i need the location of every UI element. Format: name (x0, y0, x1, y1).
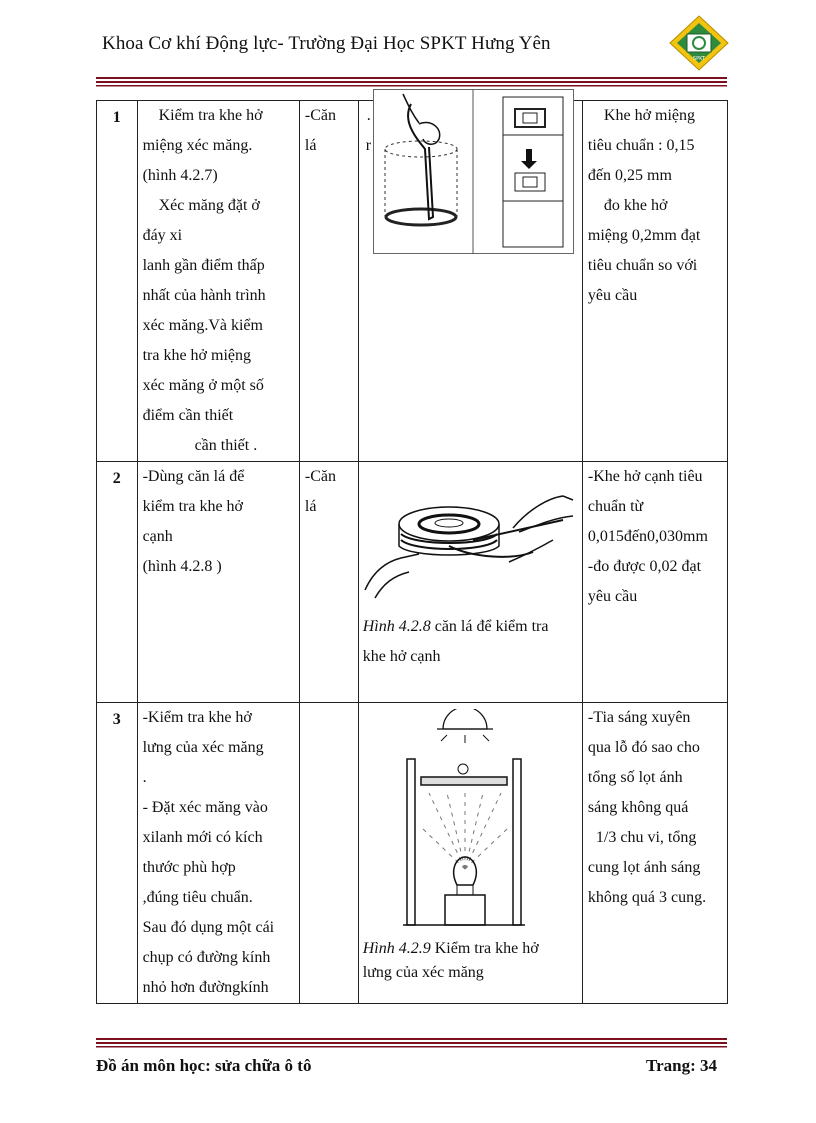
row-result: -Khe hở cạnh tiêu chuẩn từ 0,015đến0,030mm -đo được 0,02 đạt yêu cầu (582, 462, 727, 703)
row-result: Khe hở miệng tiêu chuẩn : 0,15 đến 0,25 mm đo khe hở miệng 0,2mm đạt tiêu chuẩn so với yêu cầu (582, 101, 727, 462)
table-row (97, 462, 728, 703)
row-figure (358, 703, 582, 1004)
header-title: Khoa Cơ khí Động lực- Trường Đại Học SPKT Hưng Yên (102, 33, 551, 54)
clipped-text-fragment: . (366, 107, 371, 124)
table-row (97, 703, 728, 1004)
header-rule (96, 77, 727, 87)
side-clearance-illustration (359, 462, 582, 612)
row-description: Kiểm tra khe hở miệng xéc măng. (hình 4.2.7) Xéc măng đặt ở đáy xi lanh gần điểm thấp nhất của hành trình xéc măng.Và kiểm tra khe hở miệng xéc măng ở một số điểm cần thiết cần thiết . (137, 101, 299, 462)
row-index: 1 (97, 101, 138, 462)
row-result: -Tia sáng xuyên qua lỗ đó sao cho tổng số lọt ánh sáng không quá 1/3 chu vi, tổng cung lọt ánh sáng không quá 3 cung. (582, 703, 727, 1004)
row-tool (299, 703, 358, 1004)
table-row (97, 101, 728, 462)
university-logo (668, 14, 730, 72)
row-tool: -Căn lá (299, 101, 358, 462)
row-figure (358, 101, 582, 462)
logo-text: SPKT (692, 56, 706, 62)
page-number: Trang: 34 (646, 1056, 717, 1075)
row-description: -Kiểm tra khe hở lưng của xéc măng . - Đặt xéc măng vào xilanh mới có kích thước phù hợp ,đúng tiêu chuẩn. Sau đó dụng một cái chụp có đường kính nhỏ hơn đườngkính (137, 703, 299, 1004)
row-description: -Dùng căn lá để kiểm tra khe hở cạnh (hình 4.2.8 ) (137, 462, 299, 703)
footer-rule (96, 1038, 727, 1048)
ring-gap-illustration (373, 89, 574, 254)
row-index: 2 (97, 462, 138, 703)
row-index: 3 (97, 703, 138, 1004)
figure-caption: Hình 4.2.9 Kiểm tra khe hở lưng của xéc măng (362, 940, 539, 981)
figure-caption: Hình 4.2.8 căn lá để kiểm tra khe hở cạnh (362, 618, 549, 665)
inspection-table (96, 100, 728, 1004)
footer-course: Đồ án môn học: sửa chữa ô tô (96, 1056, 312, 1075)
light-gap-illustration (359, 703, 582, 937)
clipped-text-fragment: r (365, 137, 372, 154)
row-figure (358, 462, 582, 703)
row-tool: -Căn lá (299, 462, 358, 703)
